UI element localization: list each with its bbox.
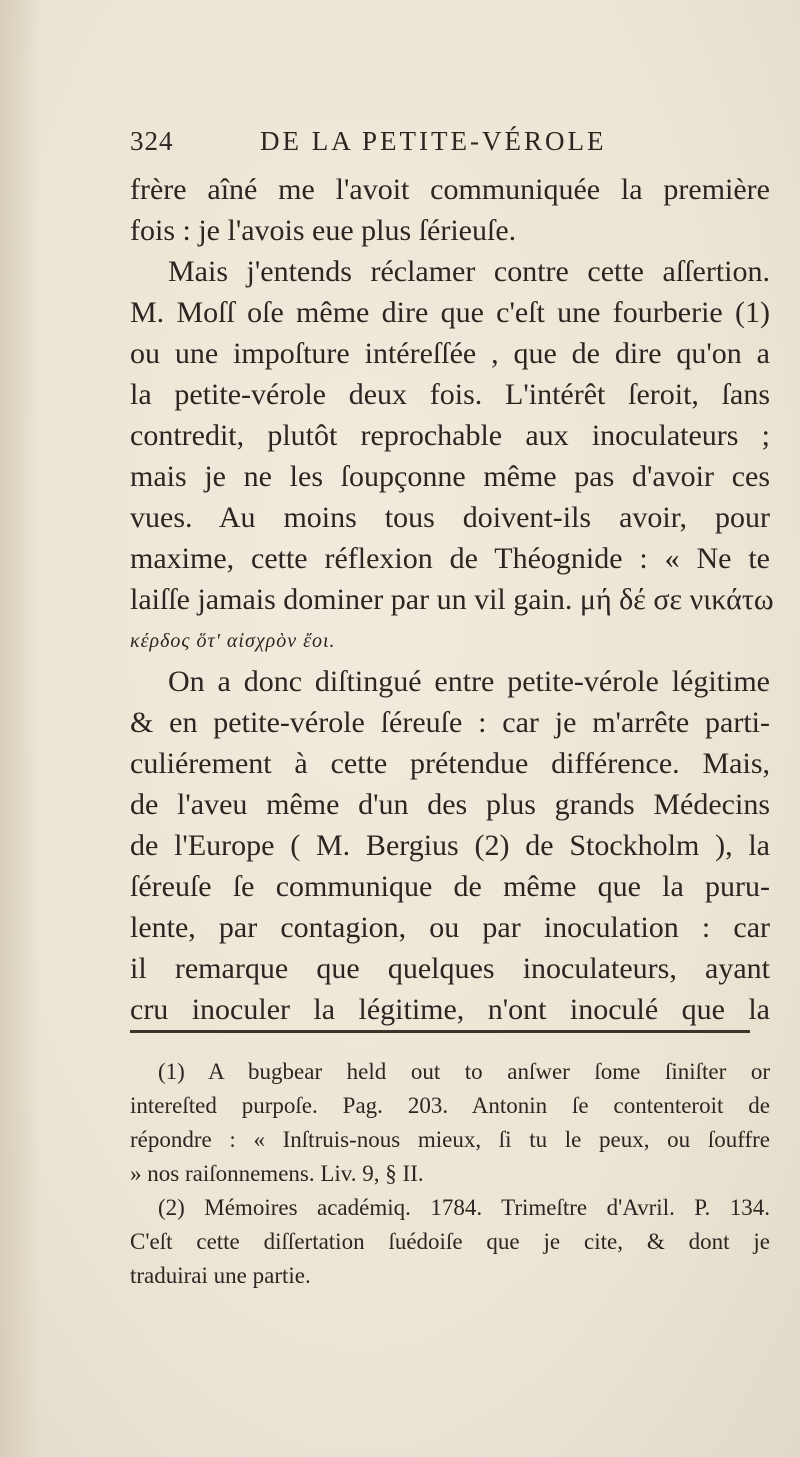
- text-line: de l'aveu même d'un des plus grands Médecins: [130, 788, 770, 821]
- text-line: & en petite-vérole ſéreuſe : car je m'arrête parti-: [130, 706, 770, 739]
- footnote-line: (2) Mémoires académiq. 1784. Trimeſtre d'Avril. P. 134.: [158, 1195, 770, 1220]
- footnote-line: (1) A bugbear held out to anſwer ſome ſiniſter or: [158, 1059, 770, 1084]
- text-line: la petite-vérole deux fois. L'intérêt ſeroit, ſans: [130, 378, 770, 411]
- text-line: il remarque que quelques inoculateurs, ayant: [130, 952, 770, 985]
- footnote-line: traduirai une partie.: [130, 1263, 311, 1288]
- running-title: DE LA PETITE-VÉROLE: [260, 126, 607, 156]
- text-line: mais je ne les ſoupçonne même pas d'avoir ces: [130, 460, 770, 493]
- text-line: culiérement à cette prétendue différence. Mais,: [130, 747, 770, 780]
- running-header: [130, 126, 770, 166]
- text-line: ſéreuſe ſe communique de même que la puru-: [130, 870, 770, 903]
- text-line: frère aîné me l'avoit communiquée la première: [130, 173, 770, 206]
- footnote-rule: [130, 1030, 750, 1033]
- footnote-line: intereſted purpoſe. Pag. 203. Antonin ſe contenteroit de: [130, 1093, 770, 1118]
- binding-shadow: [0, 0, 40, 1457]
- text-line: ou une impoſture intéreſſée , que de dire qu'on a: [130, 337, 770, 370]
- footnote-line: répondre : « Inſtruis-nous mieux, ſi tu le peux, ou ſouffre: [130, 1127, 770, 1152]
- text-line: de l'Europe ( M. Bergius (2) de Stockholm ), la: [130, 829, 770, 862]
- text-line: laiſſe jamais dominer par un vil gain. μή δέ σε νικάτω: [130, 583, 774, 616]
- text-line: On a donc diſtingué entre petite-vérole légitime: [168, 665, 770, 698]
- text-line: contredit, plutôt reprochable aux inoculateurs ;: [130, 419, 770, 452]
- page-number: 324: [130, 126, 174, 156]
- text-line: vues. Au moins tous doivent-ils avoir, pour: [130, 501, 770, 534]
- text-line: cru inoculer la légitime, n'ont inoculé que la: [130, 993, 770, 1026]
- text-line: lente, par contagion, ou par inoculation : car: [130, 911, 770, 944]
- text-line: M. Moſſ oſe même dire que c'eſt une fourberie (1): [130, 296, 770, 329]
- text-line: κέρδος ὅτ' αἰσχρὸν ἔοι.: [130, 630, 336, 652]
- text-line: maxime, cette réflexion de Théognide : « Ne te: [130, 542, 770, 575]
- text-line: Mais j'entends réclamer contre cette aſſertion.: [168, 255, 770, 288]
- text-line: fois : je l'avois eue plus ſérieuſe.: [130, 214, 517, 247]
- footnote-line: C'eſt cette diſſertation ſuédoiſe que je cite, & dont je: [130, 1229, 770, 1254]
- footnote-line: » nos raiſonnemens. Liv. 9, § II.: [130, 1161, 424, 1186]
